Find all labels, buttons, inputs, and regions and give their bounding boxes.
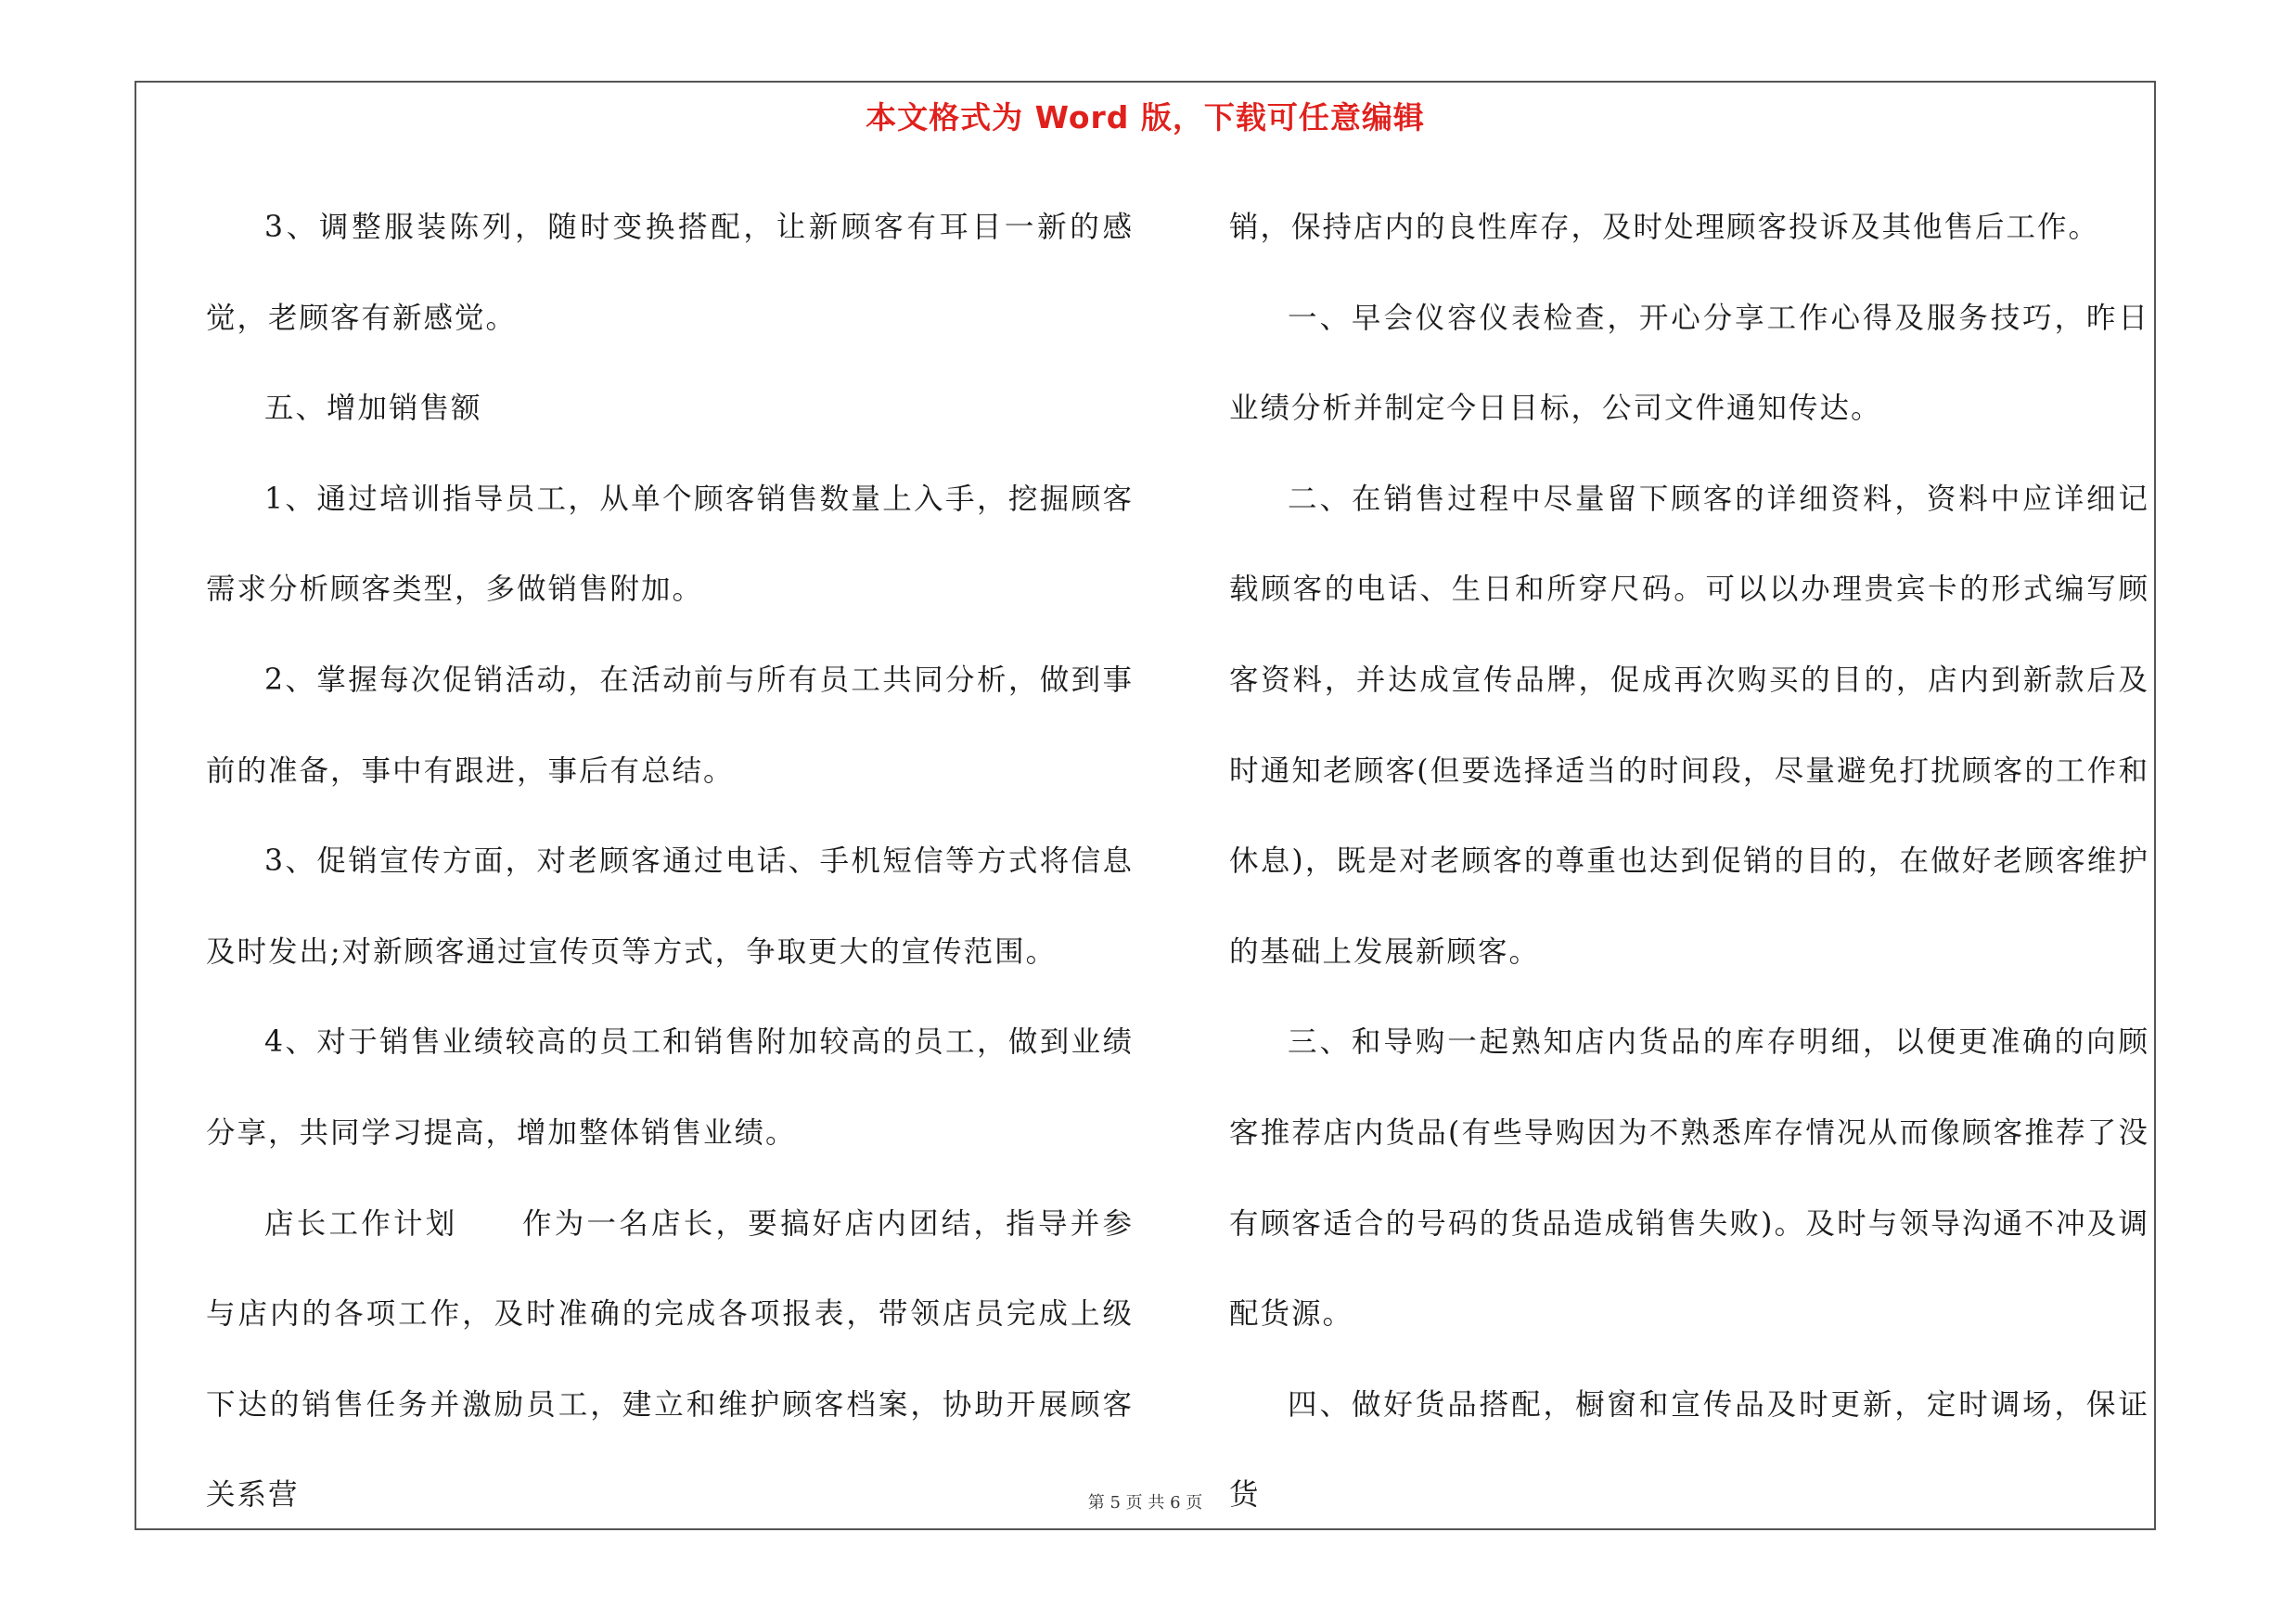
paragraph: 3、促销宣传方面，对老顾客通过电话、手机短信等方式将信息及时发出;对新顾客通过宣传页等方式，争取更大的宣传范围。 <box>206 844 1134 969</box>
paragraph: 3、调整服装陈列，随时变换搭配，让新顾客有耳目一新的感觉，老顾客有新感觉。 <box>206 211 1134 335</box>
paragraph: 2、掌握每次促销活动，在活动前与所有员工共同分析，做到事前的准备，事中有跟进，事后有总结。 <box>206 663 1134 788</box>
page-frame <box>135 81 2156 1530</box>
paragraph: 三、和导购一起熟知店内货品的库存明细，以便更准确的向顾客推荐店内货品(有些导购因为不熟悉库存情况从而像顾客推荐了没有顾客适合的号码的货品造成销售失败)。及时与领导沟通不冲及调配货源。 <box>1229 1025 2149 1332</box>
paragraph: 一、早会仪容仪表检查，开心分享工作心得及服务技巧，昨日业绩分析并制定今日目标，公司文件通知传达。 <box>1229 301 2149 426</box>
paragraph-continuation: 销，保持店内的良性库存，及时处理顾客投诉及其他售后工作。 <box>1229 211 2100 244</box>
page-number: 第 5 页 共 6 页 <box>1087 1493 1203 1513</box>
section-heading: 五、增加销售额 <box>264 392 482 426</box>
paragraph: 4、对于销售业绩较高的员工和销售附加较高的员工，做到业绩分享，共同学习提高，增加整体销售业绩。 <box>206 1025 1134 1150</box>
page-footer <box>136 1489 2154 1514</box>
paragraph: 四、做好货品搭配，橱窗和宣传品及时更新，定时调场，保证货 <box>1229 1387 2149 1513</box>
right-column <box>1229 183 2149 1541</box>
paragraph: 1、通过培训指导员工，从单个顾客销售数量上入手，挖掘顾客需求分析顾客类型，多做销售附加。 <box>206 482 1134 607</box>
header-title: 本文格式为 Word 版，下载可任意编辑 <box>866 99 1425 135</box>
document-header <box>136 94 2154 137</box>
left-column <box>206 183 1134 1541</box>
paragraph: 二、在销售过程中尽量留下顾客的详细资料，资料中应详细记载顾客的电话、生日和所穿尺码。可以以办理贵宾卡的形式编写顾客资料，并达成宣传品牌，促成再次购买的目的，店内到新款后及时通知老顾客(但要选择适当的时间段，尽量避免打扰顾客的工作和休息)，既是对老顾客的尊重也达到促销的目的，在做好老顾客维护的基础上发展新顾客。 <box>1229 482 2149 969</box>
paragraph: 店长工作计划 作为一名店长，要搞好店内团结，指导并参与店内的各项工作，及时准确的完成各项报表，带领店员完成上级下达的销售任务并激励员工，建立和维护顾客档案，协助开展顾客关系营 <box>206 1206 1134 1513</box>
